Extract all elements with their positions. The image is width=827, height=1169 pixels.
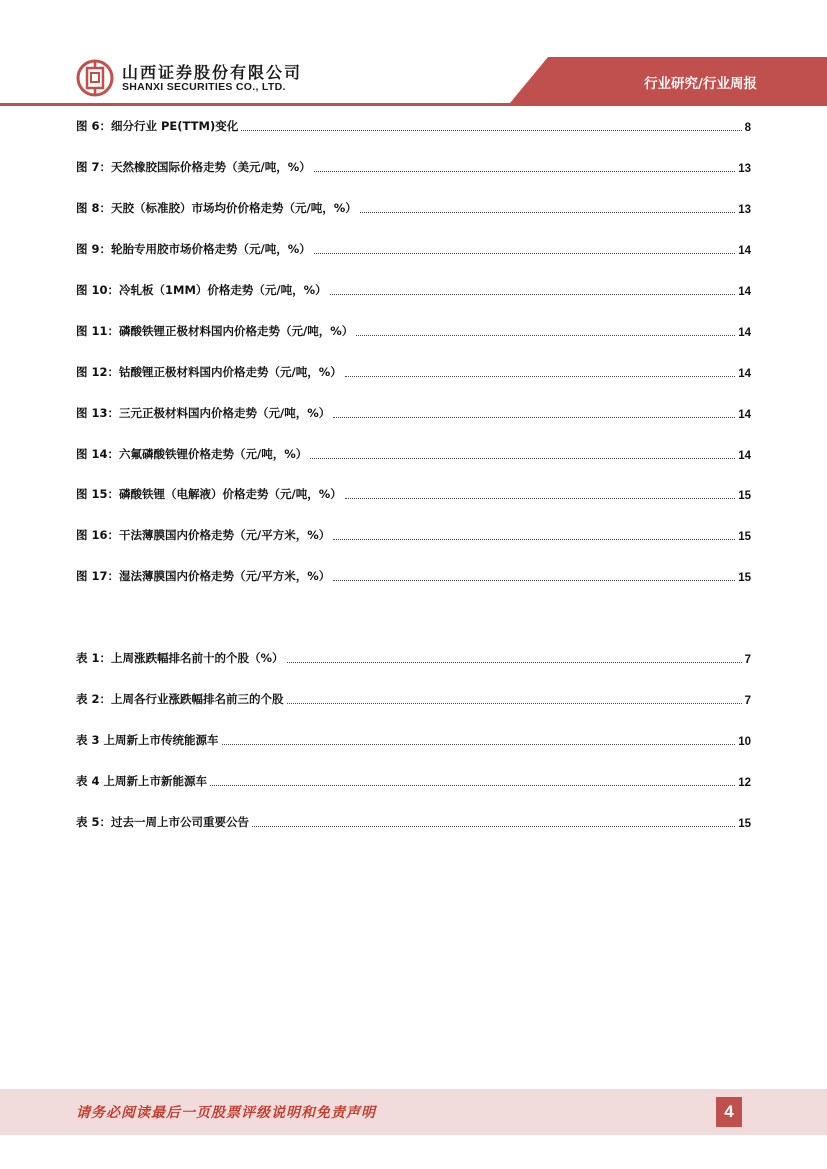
toc-page-number: 14	[738, 327, 751, 339]
toc-figure-9[interactable]	[76, 241, 751, 257]
toc-page-number: 13	[738, 163, 751, 175]
header-divider	[0, 103, 827, 106]
toc-page-number: 15	[738, 818, 751, 830]
toc-leader-dots	[314, 171, 735, 172]
toc-figure-12[interactable]	[76, 364, 751, 380]
toc-leader-dots	[333, 417, 735, 418]
toc-entry-label: 图 10：冷轧板（1MM）价格走势（元/吨，%）	[76, 283, 327, 297]
toc-leader-dots	[345, 498, 735, 499]
toc-leader-dots	[330, 294, 736, 295]
toc-page-number: 7	[744, 695, 751, 707]
toc-entry-label: 图 6：细分行业 PE(TTM)变化	[76, 119, 239, 133]
toc-leader-dots	[333, 580, 735, 581]
toc-leader-dots	[287, 703, 742, 704]
toc-figure-13[interactable]	[76, 405, 751, 421]
toc-entry-label: 图 13：三元正极材料国内价格走势（元/吨，%）	[76, 406, 331, 420]
toc-entry-label: 表 2：上周各行业涨跌幅排名前三的个股	[76, 692, 284, 706]
toc-entry-label: 图 17：湿法薄膜国内价格走势（元/平方米，%）	[76, 569, 331, 583]
toc-page-number: 14	[738, 286, 751, 298]
toc-leader-dots	[333, 539, 735, 540]
toc-entry-label: 图 16：干法薄膜国内价格走势（元/平方米，%）	[76, 528, 331, 542]
toc-entry-label: 图 11：磷酸铁锂正极材料国内价格走势（元/吨，%）	[76, 324, 354, 338]
company-name-en: SHANXI SECURITIES CO., LTD.	[122, 81, 286, 93]
toc-entry-label: 图 9：轮胎专用胶市场价格走势（元/吨，%）	[76, 242, 311, 256]
toc-page-number: 13	[738, 204, 751, 216]
toc-leader-dots	[287, 662, 742, 663]
toc-table-4[interactable]	[76, 773, 751, 789]
toc-page-number: 14	[738, 368, 751, 380]
toc-page-number: 8	[744, 122, 751, 134]
toc-table-3[interactable]	[76, 732, 751, 748]
toc-leader-dots	[356, 335, 735, 336]
toc-entry-label: 图 14：六氟磷酸铁锂价格走势（元/吨，%）	[76, 447, 308, 461]
disclaimer-text: 请务必阅读最后一页股票评级说明和免责声明	[76, 1105, 376, 1121]
toc-leader-dots	[222, 744, 736, 745]
toc-entry-label: 表 5：过去一周上市公司重要公告	[76, 815, 250, 829]
toc-page-number: 14	[738, 450, 751, 462]
toc-page-number: 12	[738, 777, 751, 789]
toc-entry-label: 图 12：钴酸锂正极材料国内价格走势（元/吨，%）	[76, 365, 342, 379]
toc-entry-label: 表 1：上周涨跌幅排名前十的个股（%）	[76, 651, 284, 665]
toc-leader-dots	[210, 785, 735, 786]
toc-entry-label: 表 3 上周新上市传统能源车	[76, 733, 219, 747]
toc-page-number: 14	[738, 409, 751, 421]
toc-table-5[interactable]	[76, 814, 751, 830]
toc-figure-16[interactable]	[76, 527, 751, 543]
toc-leader-dots	[360, 212, 735, 213]
toc-leader-dots	[252, 826, 735, 827]
toc-leader-dots	[314, 253, 735, 254]
page-number: 4	[716, 1097, 742, 1127]
toc-figure-7[interactable]	[76, 159, 751, 175]
toc-entry-label: 表 4 上周新上市新能源车	[76, 774, 208, 788]
toc-page-number: 10	[738, 736, 751, 748]
shanxi-securities-logo-icon	[76, 59, 114, 97]
page-footer	[0, 1089, 827, 1135]
company-name-cn: 山西证券股份有限公司	[122, 63, 303, 82]
toc-figure-14[interactable]	[76, 446, 751, 462]
toc-leader-dots	[345, 376, 735, 377]
toc-entry-label: 图 15：磷酸铁锂（电解液）价格走势（元/吨，%）	[76, 487, 342, 501]
toc-entry-label: 图 7：天然橡胶国际价格走势（美元/吨，%）	[76, 160, 311, 174]
toc-page-number: 14	[738, 245, 751, 257]
page-header	[0, 0, 827, 110]
toc-figure-10[interactable]	[76, 282, 751, 298]
toc-page-number: 15	[738, 572, 751, 584]
toc-figure-17[interactable]	[76, 568, 751, 584]
toc-leader-dots	[310, 458, 735, 459]
toc-leader-dots	[241, 130, 741, 131]
toc-figure-6[interactable]	[76, 118, 751, 134]
toc-figure-8[interactable]	[76, 200, 751, 216]
toc-table-2[interactable]	[76, 691, 751, 707]
section-label: 行业研究/行业周报	[644, 76, 757, 92]
toc-entry-label: 图 8：天胶（标准胶）市场均价价格走势（元/吨，%）	[76, 201, 357, 215]
toc-page-number: 15	[738, 531, 751, 543]
toc-page-number: 15	[738, 490, 751, 502]
toc-figure-15[interactable]	[76, 486, 751, 502]
toc-page-number: 7	[744, 654, 751, 666]
toc-figure-11[interactable]	[76, 323, 751, 339]
toc-table-1[interactable]	[76, 650, 751, 666]
